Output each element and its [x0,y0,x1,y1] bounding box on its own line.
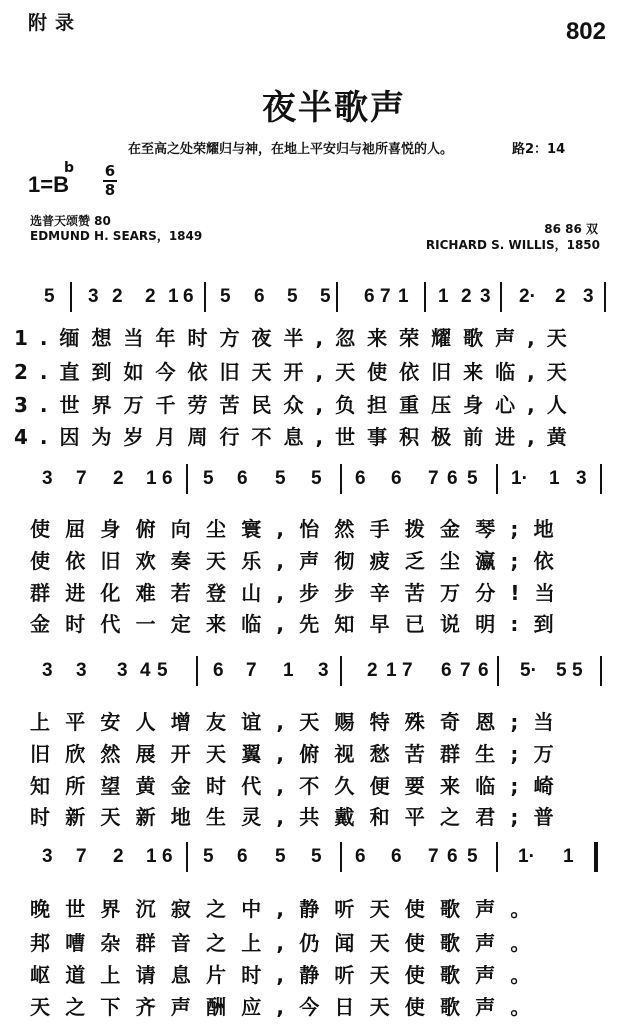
music-note: 1· [518,846,535,867]
music-note: 5 [44,286,55,307]
meter: 86 86 双 [544,222,598,236]
music-note: 5 [467,846,478,867]
music-note: 5 [320,286,331,307]
music-note: 6 [447,846,458,867]
music-note: 5 [275,468,286,489]
music-note: 5 [203,468,214,489]
hymn-source [30,214,202,244]
lyric-line: 天之下齐声酬应,今日天使歌声。 [30,995,546,1019]
barline [424,282,426,312]
epigraph: 在至高之处荣耀归与神，在地上平安归与祂所喜悦的人。 [128,142,454,157]
music-note: 6 [447,468,458,489]
music-note: 4 [140,660,151,681]
music-note: 7 [460,660,471,681]
music-note: 6 [355,846,366,867]
music-note: 3 [480,286,491,307]
music-note: 2 [113,846,124,867]
music-note: 5 [275,846,286,867]
music-note: 1 [168,286,179,307]
music-note: 6 [254,286,265,307]
music-note: 6 [364,286,375,307]
music-note: 7 [246,660,257,681]
music-note: 5 [467,468,478,489]
music-note: 2 [113,468,124,489]
barline [340,842,342,872]
music-note: 1· [511,468,528,489]
music-note: 5· [520,660,537,681]
lyric-line: 4.因为岁月周行不息,世事积极前进,黄 [14,425,579,449]
time-signature-top: 6 [104,162,116,180]
source-line: 选普天颂赞 80 [30,214,111,228]
barline [336,282,338,312]
music-note: 1 [549,468,560,489]
lyric-line: 3.世界万千劳苦民众,负担重压身心,人 [14,393,579,417]
music-note: 1 [146,468,157,489]
key-signature: 1=B [28,172,69,197]
hymn-title: 夜半歌声 [262,88,406,128]
lyric-line: 2.直到如今依旧天开,天使依旧来临,天 [14,360,579,384]
music-note: 1 [146,846,157,867]
music-note: 5 [203,846,214,867]
flat-sign: b [64,160,75,176]
music-note: 5 [572,660,583,681]
music-line [0,828,618,898]
author-line: EDMUND H. SEARS，1849 [30,229,203,243]
music-note: 2 [555,286,566,307]
time-signature [103,163,117,199]
lyric-line: 1.缅想当年时方夜半,忽来荣耀歌声,天 [14,326,579,350]
music-note: 3 [42,468,53,489]
barline [496,464,498,494]
music-note: 5 [556,660,567,681]
epigraph-reference: 路2：14 [512,142,566,157]
music-note: 5 [220,286,231,307]
barline [340,656,342,686]
music-note: 3 [117,660,128,681]
music-note: 6 [183,286,194,307]
lyric-line: 群进化难若登山,步步辛苦万分!当 [30,581,570,605]
music-note: 7 [76,846,87,867]
music-note: 5 [287,286,298,307]
music-note: 6 [162,468,173,489]
lyric-line: 金时代一定来临,先知早已说明:到 [30,612,569,636]
barline [497,656,499,686]
music-note: 6 [391,846,402,867]
lyric-line: 晚世界沉寂之中,静听天使歌声。 [30,897,546,921]
music-note: 5 [157,660,168,681]
music-note: 3 [42,660,53,681]
music-note: 1 [563,846,574,867]
music-note: 6 [391,468,402,489]
barline [70,282,72,312]
lyric-line: 邦嘈杂群音之上,仍闻天使歌声。 [30,931,546,955]
lyric-line: 使屈身俯向尘寰,怡然手拨金琴;地 [30,517,569,541]
barline [600,656,602,686]
barline [500,282,502,312]
music-note: 7 [380,286,391,307]
lyric-line: 知所望黄金时代,不久便要来临;崎 [30,774,569,798]
music-note: 1 [386,660,397,681]
time-signature-bottom: 8 [104,181,116,199]
music-note: 2· [519,286,536,307]
composer: RICHARD S. WILLIS，1850 [425,238,600,252]
music-note: 3 [318,660,329,681]
final-barline [594,842,598,872]
music-note: 1 [283,660,294,681]
lyric-line: 上平安人增友谊,天赐特殊奇恩;当 [30,710,569,734]
music-note: 6 [355,468,366,489]
music-note: 3 [42,846,53,867]
music-note: 3 [576,468,587,489]
music-note: 7 [76,468,87,489]
music-note: 7 [402,660,413,681]
music-note: 6 [213,660,224,681]
music-note: 2 [367,660,378,681]
barline [340,464,342,494]
lyric-line: 岖道上请息片时,静听天使歌声。 [30,963,546,987]
barline [600,464,602,494]
music-note: 3 [76,660,87,681]
barline [496,842,498,872]
music-line [0,642,618,712]
page-number: 802 [565,18,606,45]
music-note: 2 [461,286,472,307]
music-note: 2 [112,286,123,307]
music-note: 5 [311,846,322,867]
music-note: 1 [398,286,409,307]
music-note: 6 [478,660,489,681]
music-note: 6 [237,846,248,867]
music-line [0,450,618,520]
barline [186,842,188,872]
lyric-line: 旧欣然展开天翼,俯视愁苦群生;万 [30,742,569,766]
music-note: 3 [583,286,594,307]
barline [604,282,606,312]
music-note: 3 [88,286,99,307]
barline [186,464,188,494]
barline [196,656,198,686]
lyric-line: 时新天新地生灵,共戴和平之君;普 [30,805,569,829]
section-header: 附录 [28,12,83,34]
music-note: 6 [162,846,173,867]
music-note: 2 [145,286,156,307]
music-note: 7 [428,846,439,867]
music-note: 6 [441,660,452,681]
music-note: 6 [237,468,248,489]
music-note: 7 [428,468,439,489]
barline [204,282,206,312]
music-note: 1 [438,286,449,307]
lyric-line: 使依旧欢奏天乐,声彻疲乏尘瀛;依 [30,549,569,573]
music-note: 5 [311,468,322,489]
